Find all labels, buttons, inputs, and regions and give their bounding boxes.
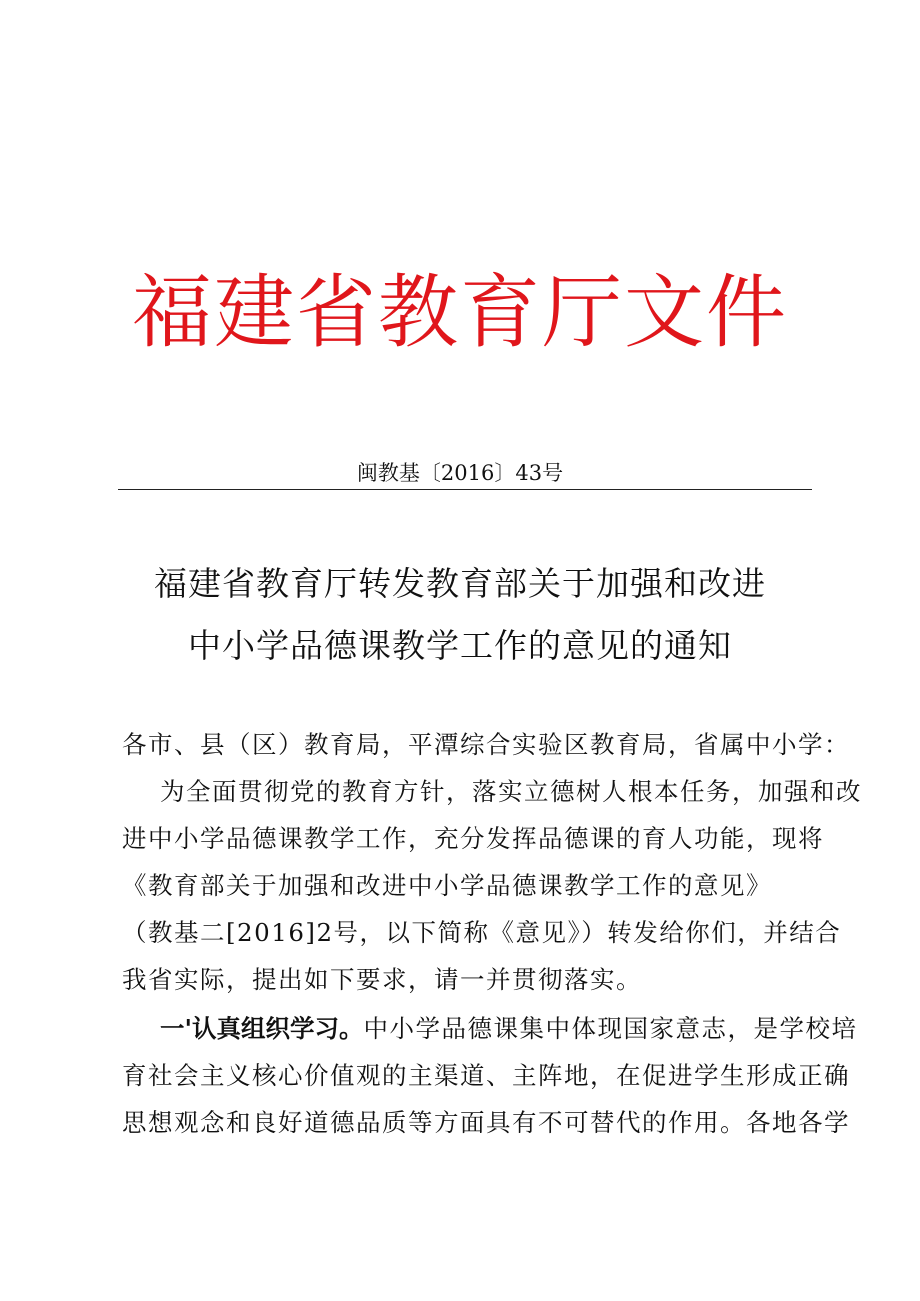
section-heading: 一'认真组织学习。	[160, 1014, 364, 1043]
paragraph-2-line-2: 育社会主义核心价值观的主渠道、主阵地，在促进学生形成正确	[122, 1061, 850, 1090]
paragraph-1-line-2: 进中小学品德课教学工作，充分发挥品德课的育人功能，现将	[122, 824, 824, 853]
paragraph-1-line-3: 《教育部关于加强和改进中小学品德课教学工作的意见》	[122, 871, 772, 900]
paragraph-2-line-1	[160, 1012, 858, 1046]
document-number: 闽教基〔2016〕43号	[356, 461, 564, 485]
paragraph-1-line-4: （教基二[2016]2号，以下简称《意见》）转发给你们，并结合	[122, 918, 842, 947]
document-title-line-2: 中小学品德课教学工作的意见的通知	[188, 626, 732, 665]
paragraph-1-line-1: 为全面贯彻党的教育方针，落实立德树人根本任务，加强和改	[160, 777, 862, 806]
header-divider	[118, 489, 812, 490]
paragraph-1-line-5: 我省实际，提出如下要求，请一并贯彻落实。	[122, 965, 642, 994]
document-title-line-1: 福建省教育厅转发教育部关于加强和改进	[154, 564, 766, 603]
masthead-title: 福建省教育厅文件	[132, 266, 788, 359]
salutation: 各市、县（区）教育局，平潭综合实验区教育局，省属中小学：	[122, 730, 850, 759]
paragraph-2-text: 中小学品德课集中体现国家意志，是学校培	[363, 1014, 858, 1043]
paragraph-2-line-3: 思想观念和良好道德品质等方面具有不可替代的作用。各地各学	[122, 1108, 850, 1137]
